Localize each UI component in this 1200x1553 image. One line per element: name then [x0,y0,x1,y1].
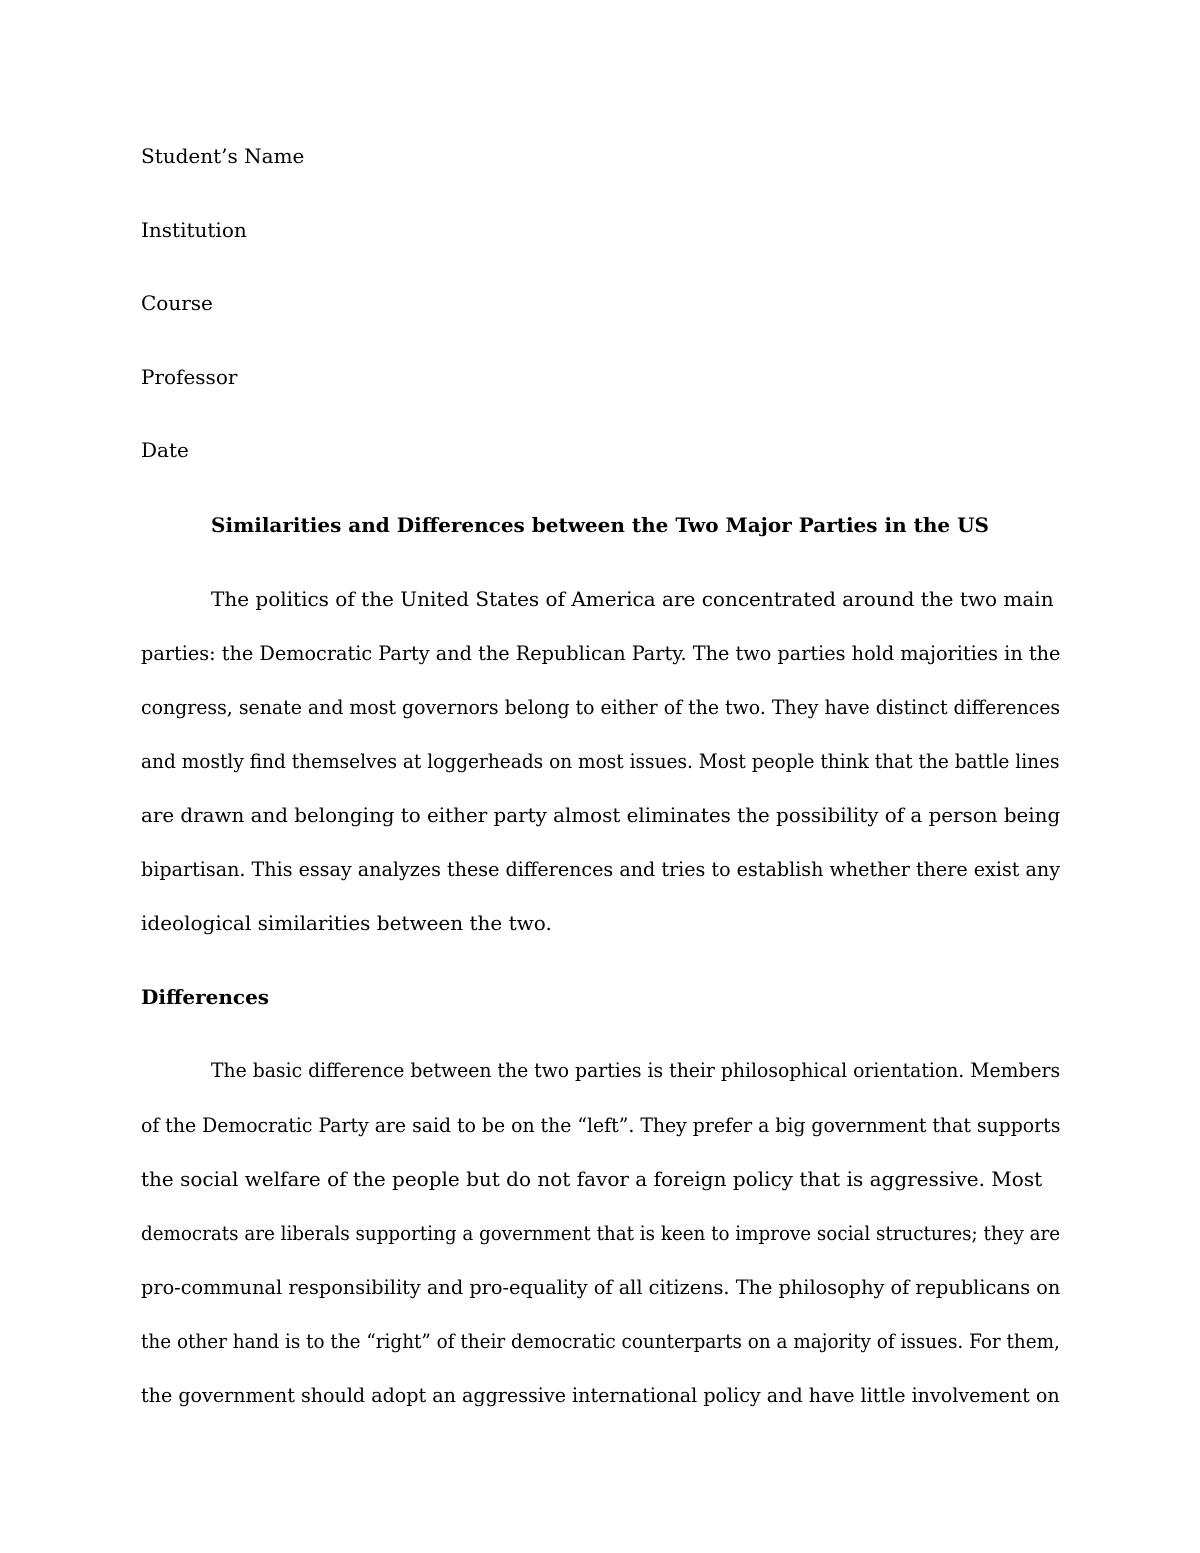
paragraph-line: bipartisan. This essay analyzes these differences and tries to establish whether there exist any [141,857,1060,881]
paragraph-line: The politics of the United States of America are concentrated around the two main [211,587,1054,611]
course-line: Course [141,291,213,315]
paragraph-line: The basic difference between the two parties is their philosophical orientation. Members [211,1058,1061,1082]
paragraph-line: and mostly find themselves at loggerheads on most issues. Most people think that the battle lines [141,749,1060,773]
paragraph-line: are drawn and belonging to either party almost eliminates the possibility of a person being [141,803,1061,827]
date-line: Date [141,438,189,462]
paragraph-line: the government should adopt an aggressive international policy and have little involvement on [141,1383,1060,1407]
student-name-line: Student’s Name [141,144,305,168]
institution-line: Institution [141,218,247,242]
document-title: Similarities and Differences between the Two Major Parties in the US [211,513,989,537]
paragraph-line: congress, senate and most governors belong to either of the two. They have distinct differences [141,695,1061,719]
paragraph-line: democrats are liberals supporting a government that is keen to improve social structures; they are [141,1221,1061,1245]
section-heading: Differences [141,985,270,1009]
paragraph-line: ideological similarities between the two. [141,911,552,935]
paragraph-line: parties: the Democratic Party and the Republican Party. The two parties hold majorities in the [141,641,1061,665]
paragraph-line: of the Democratic Party are said to be on the “left”. They prefer a big government that supports [141,1113,1061,1137]
paragraph-line: the social welfare of the people but do not favor a foreign policy that is aggressive. Most [141,1167,1043,1191]
paragraph-line: pro-communal responsibility and pro-equality of all citizens. The philosophy of republicans on [141,1275,1061,1299]
professor-line: Professor [141,365,238,389]
paragraph-line: the other hand is to the “right” of their democratic counterparts on a majority of issues. For them, [141,1329,1060,1353]
